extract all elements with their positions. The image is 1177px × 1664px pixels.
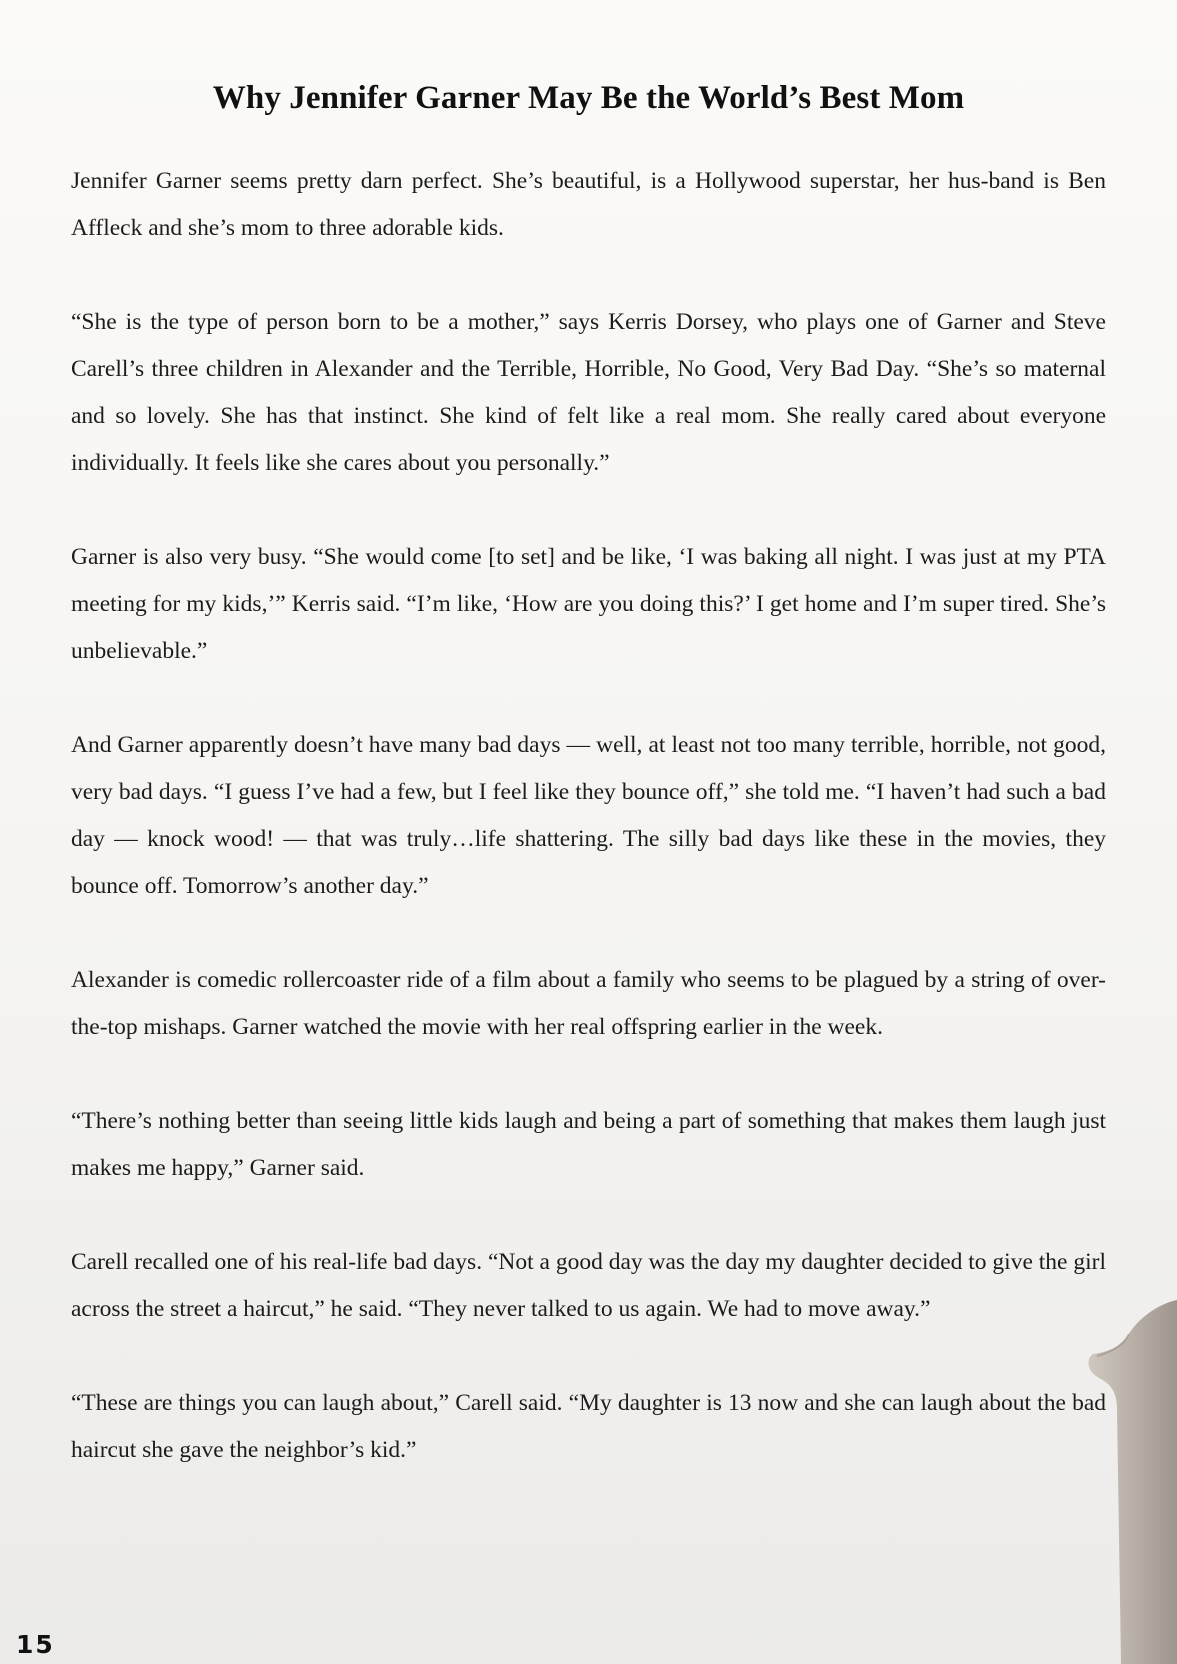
article-paragraph: “These are things you can laugh about,” Carell said. “My daughter is 13 now and she can laugh about the bad haircut she gave the neighbor’s kid.” bbox=[71, 1390, 1106, 1463]
article-paragraph: Garner is also very busy. “She would come [to set] and be like, ‘I was baking all night. I was just at my PTA meeting for my kids,’” Kerris said. “I’m like, ‘How are you doing this?’ I get home and I’m super tired. She’s unbelievable.” bbox=[71, 544, 1106, 664]
article-paragraph: Alexander is comedic rollercoaster ride of a film about a family who seems to be plagued by a string of over-the-top mishaps. Garner watched the movie with her real offspring earlier in the week. bbox=[71, 967, 1106, 1040]
article-paragraph: “She is the type of person born to be a mother,” says Kerris Dorsey, who plays one of Garner and Steve Carell’s three children in Alexander and the Terrible, Horrible, No Good, Very Bad Day. “She’s so maternal and so lovely. She has that instinct. She kind of felt like a real mom. She really cared about everyone individually. It feels like she cares about you personally.” bbox=[71, 309, 1106, 476]
article-body bbox=[71, 158, 1106, 1521]
article-paragraph: And Garner apparently doesn’t have many bad days — well, at least not too many terrible, horrible, not good, very bad days. “I guess I’ve had a few, but I feel like they bounce off,” she told me. “I haven’t had such a bad day — knock wood! — that was truly…life shattering. The silly bad days like these in the movies, they bounce off. Tomorrow’s another day.” bbox=[71, 732, 1106, 899]
page-title: Why Jennifer Garner May Be the World’s Best Mom bbox=[212, 80, 965, 117]
article-paragraph: Jennifer Garner seems pretty darn perfect. She’s beautiful, is a Hollywood superstar, her hus-band is Ben Affleck and she’s mom to three adorable kids. bbox=[71, 168, 1106, 241]
article-paragraph: “There’s nothing better than seeing little kids laugh and being a part of something that makes them laugh just makes me happy,” Garner said. bbox=[71, 1108, 1106, 1181]
article-paragraph: Carell recalled one of his real-life bad days. “Not a good day was the day my daughter decided to give the girl across the street a haircut,” he said. “They never talked to us again. We had to move away.” bbox=[71, 1249, 1106, 1322]
decorative-object-image bbox=[1087, 1300, 1177, 1664]
decorative-object-shape bbox=[1087, 1300, 1177, 1664]
page-number: 15 bbox=[16, 1630, 55, 1659]
